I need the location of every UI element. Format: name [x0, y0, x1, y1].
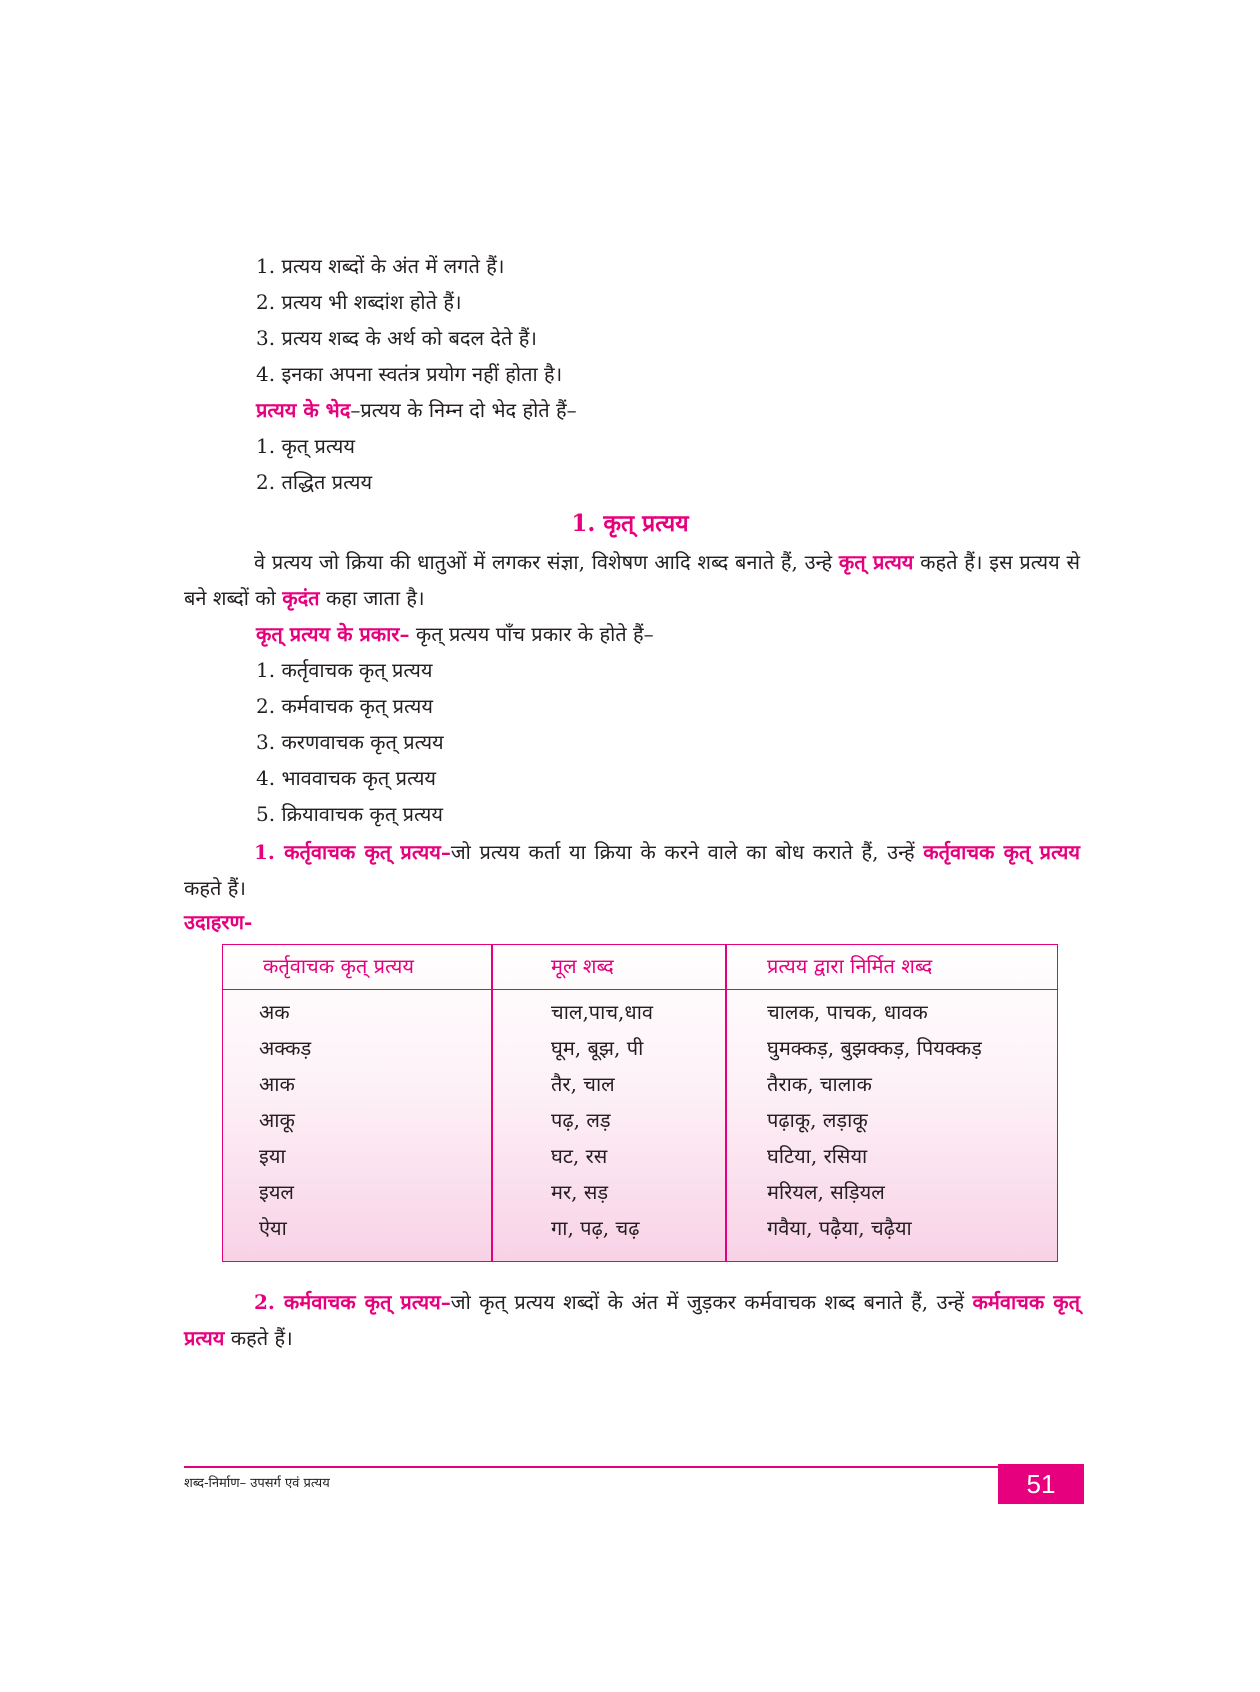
table-cell: मरियल, सड़ियल: [767, 1180, 885, 1204]
intro-list-item: 3. प्रत्यय शब्द के अर्थ को बदल देते हैं।: [256, 326, 537, 350]
definition-text: वे प्रत्यय जो क्रिया की धातुओं में लगकर संज्ञा, विशेषण आदि शब्द बनाते हैं, उन्हे: [254, 550, 839, 574]
table-cell: तैर, चाल: [551, 1072, 615, 1096]
kartri-paragraph: [184, 834, 1080, 906]
table-cell: घटिया, रसिया: [767, 1144, 868, 1168]
kinds-heading: [256, 620, 654, 648]
table-header-root: मूल शब्द: [551, 954, 614, 978]
table-cell: गा, पढ़, चढ़: [551, 1216, 640, 1240]
table-cell: चाल,पाच,धाव: [551, 1000, 653, 1024]
table-cell: ऐया: [259, 1216, 287, 1240]
table-header-suffix: कर्तृवाचक कृत् प्रत्यय: [263, 954, 414, 978]
table-cell: घुमक्कड़, बुझक्कड़, पियक्कड़: [767, 1036, 982, 1060]
definition-term: कृत् प्रत्यय: [838, 550, 914, 574]
types-list-item: 1. कृत् प्रत्यय: [256, 434, 355, 458]
kinds-list-item: 2. कर्मवाचक कृत् प्रत्यय: [256, 694, 433, 718]
karma-text: जो कृत् प्रत्यय शब्दों के अंत में जुड़कर कर्मवाचक शब्द बनाते हैं, उन्हें: [450, 1290, 973, 1314]
types-list-item: 2. तद्धित प्रत्यय: [256, 470, 373, 494]
definition-text: कहा जाता है।: [319, 586, 425, 610]
column-divider: [725, 945, 727, 1261]
karma-label: 2. कर्मवाचक कृत् प्रत्यय–: [254, 1290, 451, 1314]
table-header-derived: प्रत्यय द्वारा निर्मित शब्द: [767, 954, 933, 978]
table-cell: इया: [259, 1144, 286, 1168]
kartri-term: कर्तृवाचक कृत् प्रत्यय: [923, 840, 1081, 864]
intro-list-item: 1. प्रत्यय शब्दों के अंत में लगते हैं।: [256, 254, 505, 278]
kinds-list-item: 1. कर्तृवाचक कृत् प्रत्यय: [256, 658, 433, 682]
table-cell: घट, रस: [551, 1144, 608, 1168]
table-cell: आक: [259, 1072, 295, 1096]
definition-paragraph: [184, 544, 1080, 616]
definition-term: कृदंत: [282, 586, 320, 610]
table-cell: आकू: [259, 1108, 295, 1132]
karma-term: कर्मवाचक कृत् प्रत्यय: [184, 1290, 1080, 1350]
types-heading-label: प्रत्यय के भेद: [256, 398, 351, 422]
table-cell: मर, सड़: [551, 1180, 609, 1204]
table-cell: गवैया, पढ़ैया, चढ़ैया: [767, 1216, 912, 1240]
kinds-list-item: 3. करणवाचक कृत् प्रत्यय: [256, 730, 444, 754]
table-cell: चालक, पाचक, धावक: [767, 1000, 928, 1024]
intro-list-item: 4. इनका अपना स्वतंत्र प्रयोग नहीं होता है।: [256, 362, 563, 386]
karma-paragraph: [184, 1284, 1080, 1356]
example-table: [222, 944, 1058, 1262]
column-divider: [491, 945, 493, 1261]
definition-text: कहते हैं। इस प्रत्यय से बने शब्दों को: [184, 550, 1081, 610]
table-cell: पढ़ाकू, लड़ाकू: [767, 1108, 868, 1132]
table-cell: इयल: [259, 1180, 294, 1204]
table-cell: अक: [259, 1000, 290, 1024]
kinds-list-item: 5. क्रियावाचक कृत् प्रत्यय: [256, 802, 443, 826]
header-divider: [223, 989, 1057, 990]
karma-end: कहते हैं।: [224, 1326, 293, 1350]
intro-list-item: 2. प्रत्यय भी शब्दांश होते हैं।: [256, 290, 462, 314]
types-heading: [256, 396, 577, 424]
kinds-heading-text: कृत् प्रत्यय पाँच प्रकार के होते हैं–: [409, 622, 654, 646]
kinds-list-item: 4. भाववाचक कृत् प्रत्यय: [256, 766, 437, 790]
kartri-label: 1. कर्तृवाचक कृत् प्रत्यय–: [254, 840, 451, 864]
page-number: 51: [998, 1464, 1084, 1504]
types-heading-text: –प्रत्यय के निम्न दो भेद होते हैं–: [350, 398, 577, 422]
example-label: उदाहरण-: [184, 910, 253, 934]
footer-rule: [184, 1466, 1000, 1468]
kartri-end: कहते हैं।: [184, 876, 246, 900]
table-cell: अक्कड़: [259, 1036, 312, 1060]
section-title: 1. कृत् प्रत्यय: [571, 510, 689, 537]
table-cell: पढ़, लड़: [551, 1108, 611, 1132]
table-cell: घूम, बूझ, पी: [551, 1036, 644, 1060]
kartri-text: जो प्रत्यय कर्ता या क्रिया के करने वाले का बोध कराते हैं, उन्हें: [450, 840, 924, 864]
table-cell: तैराक, चालाक: [767, 1072, 872, 1096]
kinds-heading-label: कृत् प्रत्यय के प्रकार–: [256, 622, 410, 646]
footer-chapter: शब्द-निर्माण– उपसर्ग एवं प्रत्यय: [184, 1476, 330, 1491]
